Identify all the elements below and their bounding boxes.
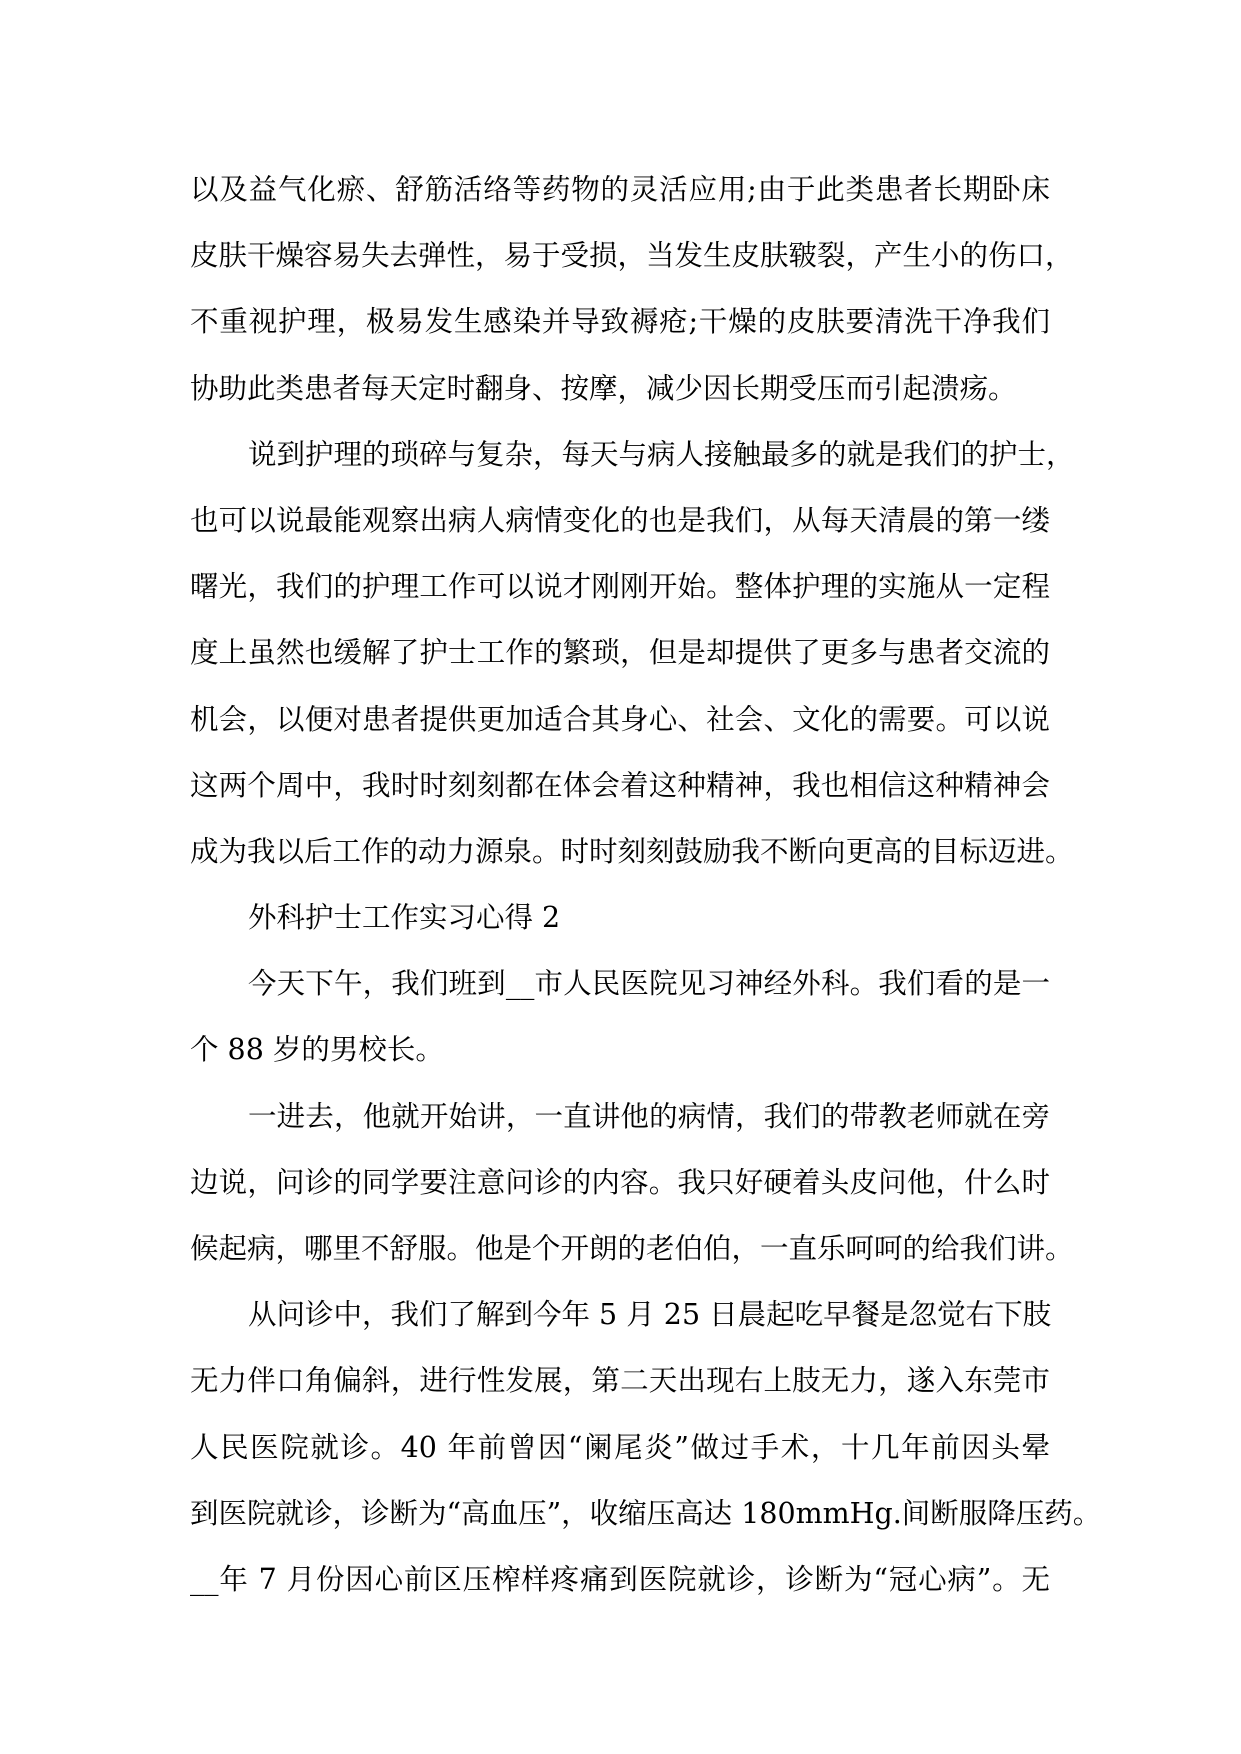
text-line: 边说，问诊的同学要注意问诊的内容。我只好硬着头皮问他，什么时 [190, 1165, 1050, 1199]
text-line: 曙光，我们的护理工作可以说才刚刚开始。整体护理的实施从一定程 [190, 570, 1050, 604]
paragraph-first-line: 一进去，他就开始讲，一直讲他的病情，我们的带教老师就在旁 [248, 1099, 1050, 1133]
text-line: 以及益气化瘀、舒筋活络等药物的灵活应用;由于此类患者长期卧床 [190, 173, 1050, 206]
text-line: 无力伴口角偏斜，进行性发展，第二天出现右上肢无力，遂入东莞市 [190, 1364, 1050, 1398]
text-line: 也可以说最能观察出病人病情变化的也是我们，从每天清晨的第一缕 [190, 503, 1050, 537]
text-line: 机会，以便对患者提供更加适合其身心、社会、文化的需要。可以说 [190, 702, 1050, 736]
text-line: 个 88 岁的男校长。 [190, 1033, 444, 1067]
text-line: 度上虽然也缓解了护士工作的繁琐，但是却提供了更多与患者交流的 [190, 636, 1050, 670]
text-line: 到医院就诊，诊断为“高血压”，收缩压高达 180mmHg.间断服降压药。 [190, 1496, 1102, 1530]
text-line: 协助此类患者每天定时翻身、按摩，减少因长期受压而引起溃疡。 [190, 371, 1017, 405]
text-line: 这两个周中，我时时刻刻都在体会着这种精神，我也相信这种精神会 [190, 768, 1050, 802]
text-line: 候起病，哪里不舒服。他是个开朗的老伯伯，一直乐呵呵的给我们讲。 [190, 1232, 1074, 1265]
text-line: 皮肤干燥容易失去弹性，易于受损，当发生皮肤皲裂，产生小的伤口， [190, 239, 1074, 273]
text-line: __年 7 月份因心前区压榨样疼痛到医院就诊，诊断为“冠心病”。无 [190, 1562, 1050, 1596]
document-body [190, 157, 1102, 1613]
paragraph-first-line: 今天下午，我们班到__市人民医院见习神经外科。我们看的是一 [248, 967, 1050, 1001]
paragraph-first-line: 从问诊中，我们了解到今年 5 月 25 日晨起吃早餐是忽觉右下肢 [248, 1298, 1052, 1332]
paragraph-first-line: 说到护理的琐碎与复杂，每天与病人接触最多的就是我们的护士， [248, 437, 1075, 471]
text-line: 不重视护理，极易发生感染并导致褥疮;干燥的皮肤要清洗干净我们 [190, 305, 1050, 339]
text-line: 成为我以后工作的动力源泉。时时刻刻鼓励我不断向更高的目标迈进。 [190, 834, 1074, 868]
paragraph-first-line: 外科护士工作实习心得 2 [248, 901, 561, 935]
text-line: 人民医院就诊。40 年前曾因“阑尾炎”做过手术，十几年前因头晕 [190, 1430, 1050, 1464]
